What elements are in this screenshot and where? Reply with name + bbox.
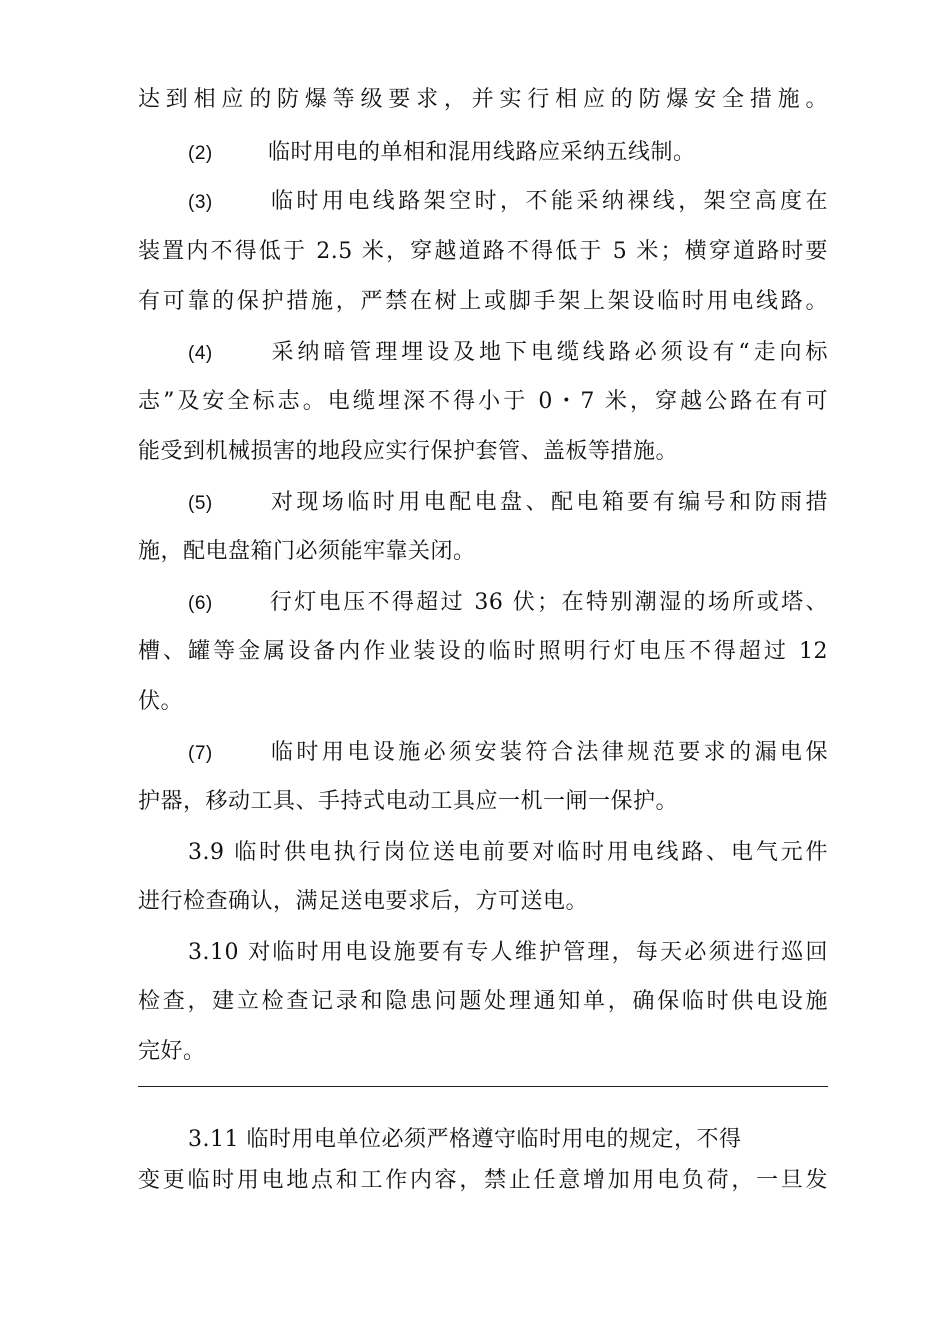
- line-text: 行灯电压不得超过 36 伏；在特别潮湿的场所或塔、: [268, 590, 828, 615]
- line-text: 护器，移动工具、手持式电动工具应一机一闸一保护。: [138, 789, 679, 814]
- list-item-6: [188, 588, 828, 619]
- line-text: 检查，建立检查记录和隐患问题处理通知单，确保临时供电设施: [138, 989, 828, 1014]
- paragraph-line: [138, 787, 828, 817]
- paragraph-line: [138, 85, 828, 115]
- paragraph-line: [138, 1037, 828, 1067]
- line-text: 达到相应的防爆等级要求，并实行相应的防爆安全措施。: [138, 87, 828, 112]
- item-number: (7): [188, 743, 213, 764]
- section-3-10: [188, 938, 828, 968]
- line-text: 志”及安全标志。电缆埋深不得小于 0・7 米，穿越公路在有可: [138, 389, 828, 414]
- line-text: 对现场临时用电配电盘、配电箱要有编号和防雨措: [268, 490, 828, 515]
- list-item-7: [188, 738, 828, 769]
- line-text: 伏。: [138, 689, 184, 714]
- item-number: (3): [188, 192, 213, 213]
- line-text: 施，配电盘箱门必须能牢靠关闭。: [138, 539, 476, 564]
- item-number: (6): [188, 593, 213, 614]
- list-item-4: [188, 338, 828, 369]
- paragraph-line: [138, 537, 828, 567]
- line-text: 装置内不得低于 2.5 米，穿越道路不得低于 5 米；横穿道路时要: [138, 239, 828, 264]
- line-text: 槽、罐等金属设备内作业装设的临时照明行灯电压不得超过 12: [138, 639, 828, 664]
- item-number: (2): [188, 143, 213, 164]
- line-text: 变更临时用电地点和工作内容，禁止任意增加用电负荷，一旦发: [138, 1168, 828, 1193]
- paragraph-line: [138, 387, 828, 417]
- line-text: 有可靠的保护措施，严禁在树上或脚手架上架设临时用电线路。: [138, 289, 828, 314]
- paragraph-line: [138, 437, 828, 467]
- paragraph-line: [138, 887, 828, 917]
- line-text: 3.11 临时用电单位必须严格遵守临时用电的规定，不得: [188, 1127, 742, 1152]
- line-text: 临时用电线路架空时，不能采纳裸线，架空高度在: [268, 189, 828, 214]
- line-text: 3.9 临时供电执行岗位送电前要对临时用电线路、电气元件: [188, 840, 828, 865]
- line-text: 完好。: [138, 1039, 206, 1064]
- item-number: (4): [188, 343, 213, 364]
- paragraph-line: [138, 1166, 828, 1196]
- page-divider: [138, 1086, 828, 1087]
- line-text: 3.10 对临时用电设施要有专人维护管理，每天必须进行巡回: [188, 940, 828, 965]
- line-text: 临时用电设施必须安装符合法律规范要求的漏电保: [268, 740, 828, 765]
- line-text: 进行检查确认，满足送电要求后，方可送电。: [138, 889, 589, 914]
- list-item-2: [188, 138, 828, 169]
- item-number: (5): [188, 493, 213, 514]
- line-text: 采纳暗管理埋设及地下电缆线路必须设有“走向标: [268, 340, 828, 365]
- paragraph-line: [138, 987, 828, 1017]
- paragraph-line: [138, 237, 828, 267]
- paragraph-line: [138, 637, 828, 667]
- list-item-3: [188, 187, 828, 218]
- section-3-9: [188, 838, 828, 868]
- line-text: 临时用电的单相和混用线路应采纳五线制。: [268, 140, 696, 165]
- paragraph-line: [138, 287, 828, 317]
- paragraph-line: [138, 687, 828, 717]
- list-item-5: [188, 488, 828, 519]
- line-text: 能受到机械损害的地段应实行保护套管、盖板等措施。: [138, 439, 679, 464]
- section-3-11: [188, 1125, 828, 1155]
